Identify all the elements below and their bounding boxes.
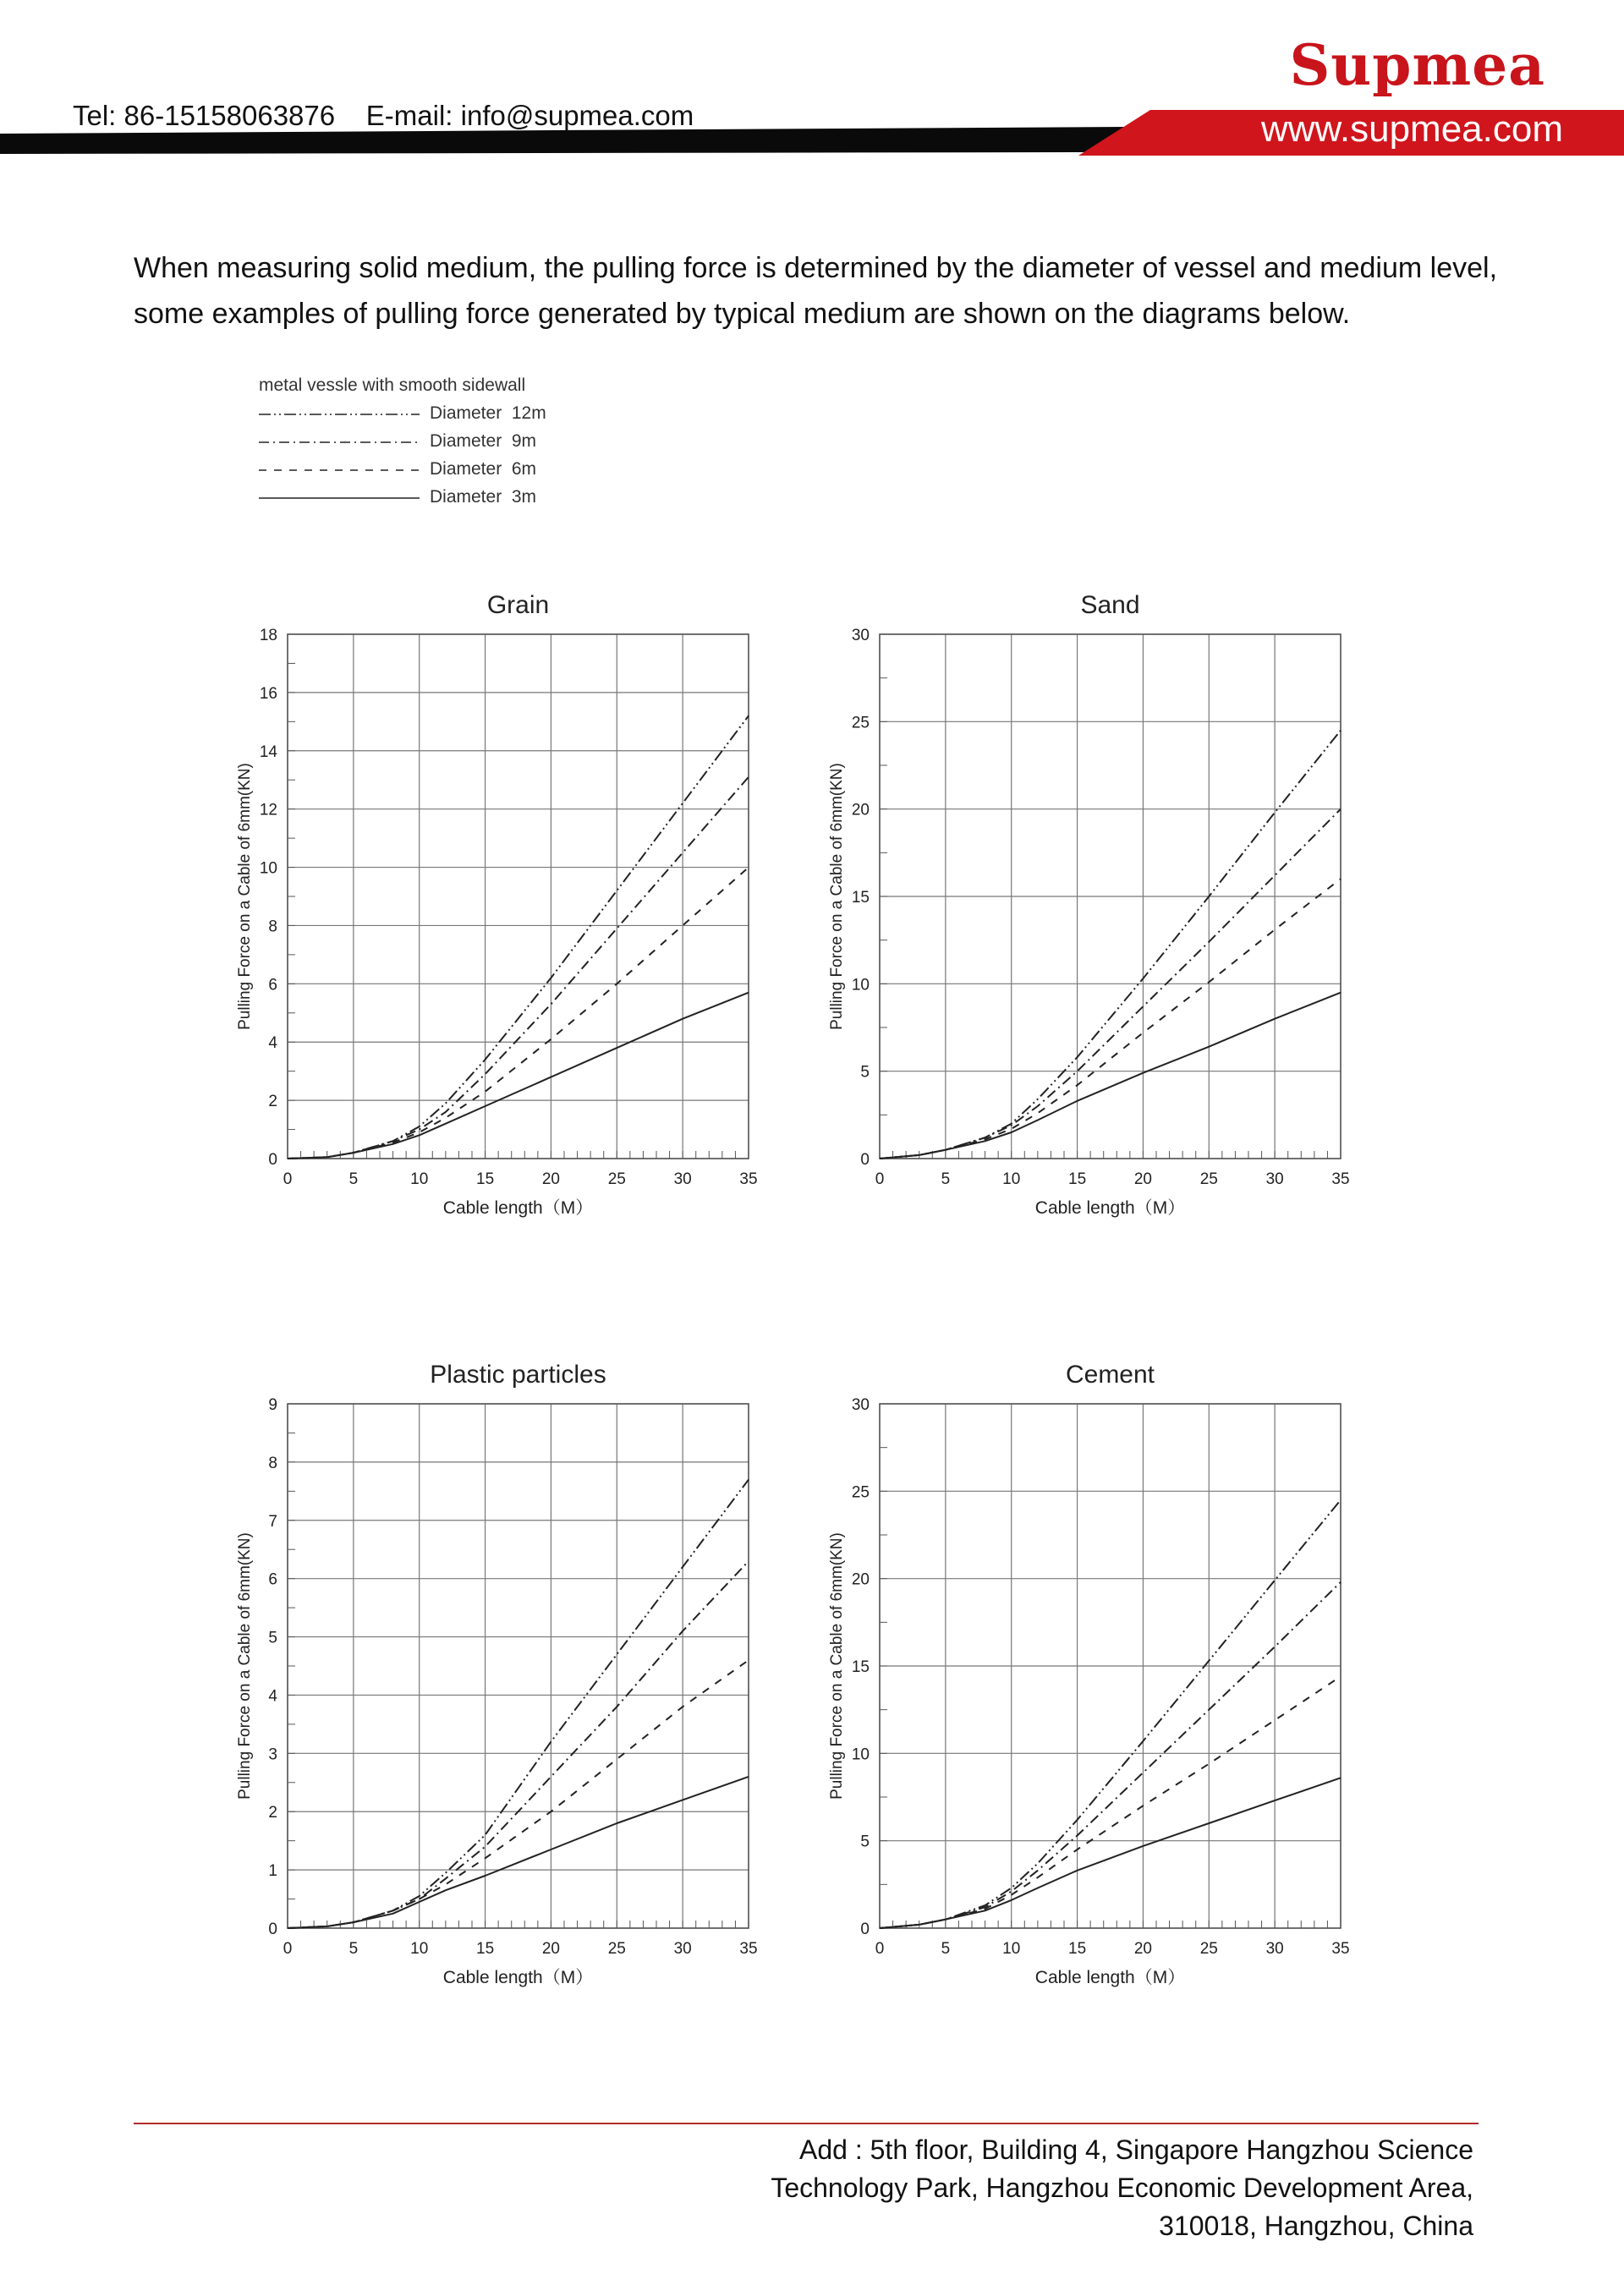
y-tick-label: 12: [259, 801, 277, 819]
y-tick-label: 10: [851, 976, 870, 995]
chart-sand: [820, 575, 1362, 1239]
y-tick-label: 10: [259, 859, 277, 878]
x-tick-label: 10: [410, 1170, 429, 1188]
y-tick-label: 3: [268, 1745, 277, 1764]
y-tick-label: 5: [860, 1833, 870, 1851]
series-line-diameter-12m-plastic-particles: [288, 1480, 749, 1928]
address-line: 310018, Hangzhou, China: [1159, 2211, 1473, 2241]
legend-swatch-dash-dot: [259, 440, 420, 445]
x-tick-label: 20: [1133, 1170, 1152, 1188]
series-line-diameter-3m-cement: [880, 1778, 1341, 1928]
x-tick-label: 15: [1068, 1940, 1087, 1958]
y-tick-label: 8: [268, 1454, 277, 1472]
x-tick-label: 0: [283, 1170, 293, 1188]
chart-plastic-particles-svg: [228, 1345, 770, 2004]
chart-title: Plastic particles: [430, 1361, 606, 1389]
x-tick-label: 5: [348, 1170, 359, 1188]
legend-swatch-dashed: [259, 468, 420, 473]
chart-title: Cement: [1065, 1361, 1155, 1389]
x-tick-label: 15: [1068, 1170, 1087, 1188]
legend-title: metal vessle with smooth sidewall: [259, 375, 526, 395]
tel-text: Tel: 86-15158063876: [73, 100, 336, 131]
x-tick-label: 0: [283, 1940, 293, 1958]
x-tick-label: 5: [348, 1940, 359, 1958]
chart-cement: [820, 1345, 1362, 2008]
series-line-diameter-9m-plastic-particles: [288, 1561, 749, 1928]
y-axis-label: Pulling Force on a Cable of 6mm(KN): [236, 763, 254, 1030]
chart-sand-svg: [820, 575, 1362, 1235]
y-tick-label: 4: [268, 1687, 277, 1706]
x-tick-label: 10: [410, 1940, 429, 1958]
x-tick-label: 30: [1265, 1170, 1284, 1188]
x-axis-label: Cable length（M）: [442, 1198, 594, 1218]
legend-swatch-solid: [259, 496, 420, 501]
y-axis-label: Pulling Force on a Cable of 6mm(KN): [236, 1532, 254, 1800]
x-tick-label: 0: [875, 1940, 885, 1958]
chart-legend: [254, 372, 575, 516]
x-tick-label: 20: [541, 1170, 560, 1188]
address-line: Add : 5th floor, Building 4, Singapore Hangzhou Science: [799, 2134, 1473, 2165]
legend-label: Diameter 3m: [430, 487, 537, 507]
y-tick-label: 20: [851, 1570, 870, 1589]
y-tick-label: 30: [851, 627, 870, 644]
x-tick-label: 35: [739, 1170, 758, 1188]
x-tick-label: 20: [541, 1940, 560, 1958]
y-tick-label: 20: [851, 801, 870, 819]
header-black-stripe: [0, 127, 1125, 154]
legend-label: Diameter 9m: [430, 431, 537, 451]
series-line-diameter-12m-sand: [880, 731, 1341, 1159]
x-tick-label: 30: [1265, 1940, 1284, 1958]
y-tick-label: 25: [851, 714, 870, 732]
plot-frame: [288, 634, 749, 1159]
series-line-diameter-12m-cement: [880, 1500, 1341, 1928]
footer-divider: [134, 2123, 1479, 2124]
email-text[interactable]: E-mail: info@supmea.com: [365, 100, 694, 131]
y-tick-label: 16: [259, 684, 277, 703]
x-tick-label: 5: [941, 1940, 951, 1958]
x-tick-label: 30: [673, 1170, 692, 1188]
y-tick-label: 18: [259, 627, 277, 644]
y-tick-label: 6: [268, 1570, 277, 1589]
x-tick-label: 15: [476, 1940, 495, 1958]
legend-item-6m: [259, 459, 563, 483]
footer-address: [771, 2131, 1473, 2245]
x-axis-label: Cable length（M）: [442, 1968, 594, 1987]
y-tick-label: 4: [268, 1034, 277, 1053]
x-tick-label: 25: [1199, 1940, 1218, 1958]
x-tick-label: 30: [673, 1940, 692, 1958]
y-tick-label: 0: [268, 1921, 277, 1938]
x-tick-label: 0: [875, 1170, 885, 1188]
y-tick-label: 2: [268, 1093, 277, 1111]
x-tick-label: 35: [739, 1940, 758, 1958]
y-tick-label: 10: [851, 1745, 870, 1764]
intro-paragraph: When measuring solid medium, the pulling force is determined by the diameter of vessel and medium level, some examples of pulling force generated by typical medium are shown on the diagrams below.: [134, 252, 1498, 330]
y-tick-label: 1: [268, 1862, 277, 1881]
x-tick-label: 20: [1133, 1940, 1152, 1958]
brand-logo: Supmea: [1289, 32, 1545, 98]
chart-grain-svg: [228, 575, 770, 1235]
y-tick-label: 30: [851, 1396, 870, 1414]
y-tick-label: 5: [268, 1629, 277, 1647]
y-tick-label: 7: [268, 1512, 277, 1531]
series-line-diameter-6m-grain: [288, 868, 749, 1159]
y-tick-label: 0: [860, 1921, 870, 1938]
x-tick-label: 15: [476, 1170, 495, 1188]
legend-label: Diameter 12m: [430, 403, 546, 423]
x-tick-label: 10: [1002, 1940, 1021, 1958]
x-tick-label: 25: [607, 1170, 626, 1188]
legend-item-9m: [259, 431, 563, 455]
x-tick-label: 25: [1199, 1170, 1218, 1188]
chart-cement-svg: [820, 1345, 1362, 2004]
y-tick-label: 9: [268, 1396, 277, 1414]
chart-title: Grain: [486, 591, 550, 619]
x-tick-label: 35: [1331, 1940, 1350, 1958]
chart-plastic-particles: [228, 1345, 770, 2008]
y-tick-label: 15: [851, 889, 870, 907]
chart-title: Sand: [1080, 591, 1140, 619]
y-tick-label: 2: [268, 1804, 277, 1822]
website-link[interactable]: www.supmea.com: [1260, 108, 1563, 150]
y-tick-label: 6: [268, 976, 277, 995]
address-line: Technology Park, Hangzhou Economic Development Area,: [771, 2173, 1473, 2203]
y-tick-label: 25: [851, 1483, 870, 1502]
x-tick-label: 25: [607, 1940, 626, 1958]
y-tick-label: 5: [860, 1063, 870, 1082]
series-line-diameter-3m-plastic-particles: [288, 1777, 749, 1928]
x-tick-label: 35: [1331, 1170, 1350, 1188]
legend-item-3m: [259, 487, 563, 511]
series-line-diameter-6m-plastic-particles: [288, 1660, 749, 1928]
y-tick-label: 0: [268, 1151, 277, 1169]
plot-frame: [288, 1404, 749, 1928]
y-tick-label: 14: [259, 743, 277, 761]
legend-item-12m: [259, 403, 563, 427]
chart-grain: [228, 575, 770, 1239]
y-tick-label: 15: [851, 1658, 870, 1676]
x-axis-label: Cable length（M）: [1034, 1968, 1186, 1987]
x-axis-label: Cable length（M）: [1034, 1198, 1186, 1218]
legend-swatch-dash-dot-dot: [259, 412, 420, 417]
series-line-diameter-9m-cement: [880, 1582, 1341, 1928]
x-tick-label: 10: [1002, 1170, 1021, 1188]
y-tick-label: 0: [860, 1151, 870, 1169]
x-tick-label: 5: [941, 1170, 951, 1188]
y-axis-label: Pulling Force on a Cable of 6mm(KN): [828, 763, 846, 1030]
y-tick-label: 8: [268, 918, 277, 936]
y-axis-label: Pulling Force on a Cable of 6mm(KN): [828, 1532, 846, 1800]
series-line-diameter-9m-grain: [288, 777, 749, 1159]
legend-label: Diameter 6m: [430, 459, 537, 479]
